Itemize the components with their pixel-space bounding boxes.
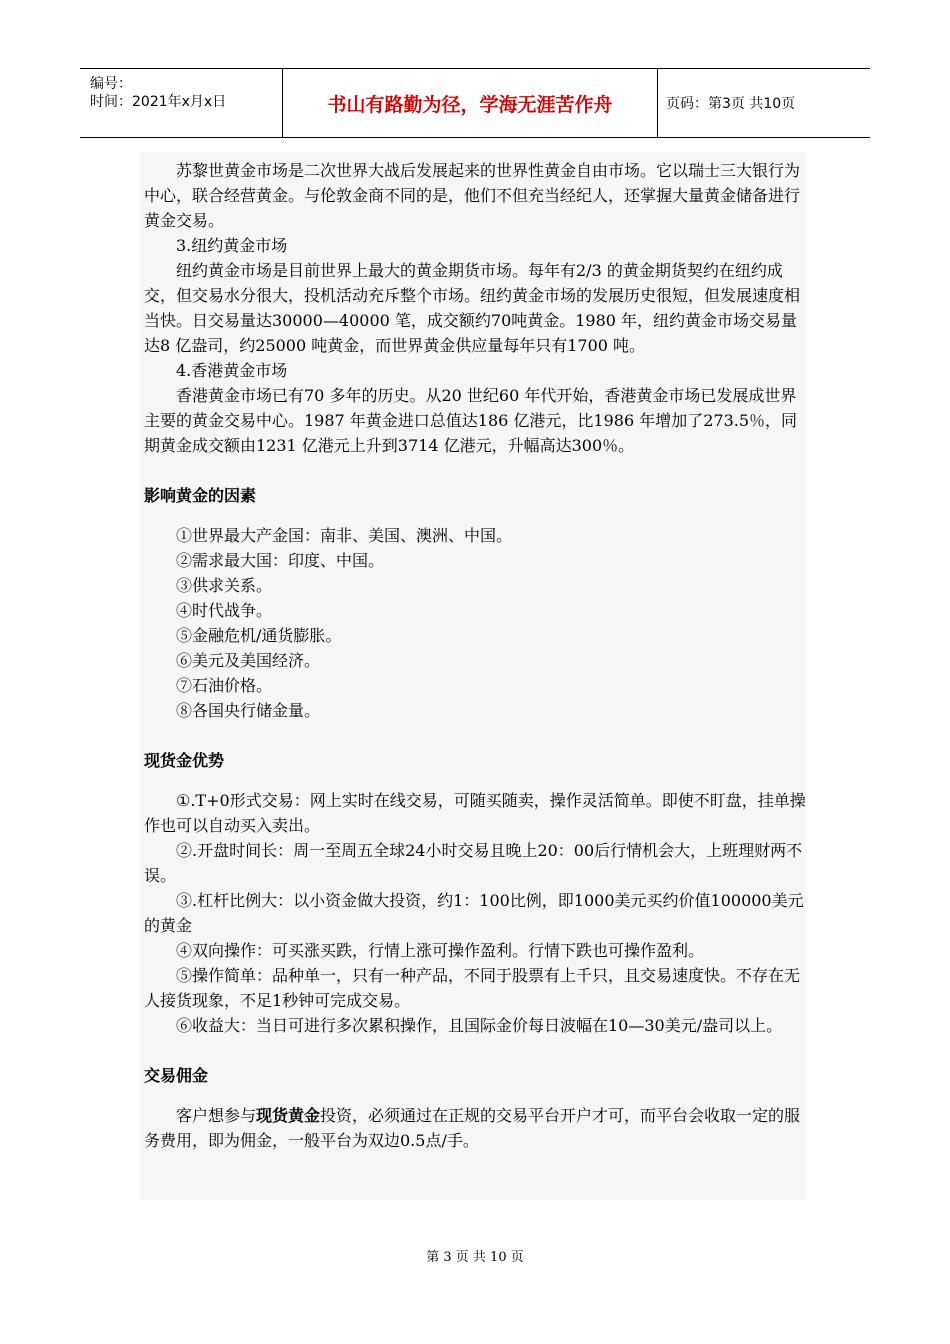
commission-text-bold: 现货黄金 xyxy=(256,1106,321,1125)
heading-hongkong: 4.香港黄金市场 xyxy=(176,361,288,380)
paragraph-zurich: 苏黎世黄金市场是二次世界大战后发展起来的世界性黄金自由市场。它以瑞士三大银行为中心，联合经营黄金。与伦敦金商不同的是，他们不但充当经纪人，还掌握大量黄金储备进行黄金交易。 xyxy=(144,161,801,230)
heading-newyork: 3.纽约黄金市场 xyxy=(176,236,288,255)
section-title-advantages: 现货金优势 xyxy=(144,751,225,770)
page-info-text: 页码：第3页 共10页 xyxy=(666,96,796,112)
header-meta xyxy=(80,69,281,137)
paragraph-hongkong: 香港黄金市场已有70 多年的历史。从20 世纪60 年代开始，香港黄金市场已发展成世界主要的黄金交易中心。1987 年黄金进口总值达186 亿港元，比1986 年增加了273.5％，同期黄金成交额由1231 亿港元上升到3714 亿港元，升幅高达300％。 xyxy=(144,386,798,455)
list-item: ⑤操作简单：品种单一，只有一种产品，不同于股票有上千只，且交易速度快。不存在无人接货现象，不足1秒钟可完成交易。 xyxy=(144,966,801,1010)
paragraph-newyork: 纽约黄金市场是目前世界上最大的黄金期货市场。每年有2/3 的黄金期货契约在纽约成交，但交易水分很大，投机活动充斥整个市场。纽约黄金市场的发展历史很短，但发展速度相当快。日交易量达30000—40000 笔，成交额约70吨黄金。1980 年，纽约黄金市场交易量达8 亿盎司，约25000 吨黄金，而世界黄金供应量每年只有1700 吨。 xyxy=(144,261,801,355)
commission-text-pre: 客户想参与 xyxy=(176,1106,257,1125)
list-item: ⑦石油价格。 xyxy=(176,676,273,695)
spacer xyxy=(144,773,810,788)
page-header xyxy=(80,68,870,138)
spacer xyxy=(144,458,810,483)
list-item: ⑧各国央行储金量。 xyxy=(176,701,321,720)
list-item: ②需求最大国：印度、中国。 xyxy=(176,551,385,570)
list-item: ⑥美元及美国经济。 xyxy=(176,651,321,670)
code-label: 编号： xyxy=(90,76,132,92)
document-body xyxy=(144,158,810,1153)
list-item: ①.T+0形式交易：网上实时在线交易，可随买随卖，操作灵活简单。即使不盯盘，挂单操作也可以自动买入卖出。 xyxy=(144,791,806,835)
time-label: 时间：2021年x月x日 xyxy=(90,94,227,110)
commission-text-post: 投资，必须通过在正规的交易平台开户才可，而平台会收取一定的服务费用，即为佣金，一般平台为双边0.5点/手。 xyxy=(144,1106,801,1150)
list-item: ⑤金融危机/通货膨胀。 xyxy=(176,626,342,645)
section-title-factors: 影响黄金的因素 xyxy=(144,486,257,505)
paragraph-commission xyxy=(144,1103,810,1153)
list-item: ④时代战争。 xyxy=(176,601,273,620)
list-item: ④双向操作：可买涨买跌，行情上涨可操作盈利。行情下跌也可操作盈利。 xyxy=(176,941,705,960)
page-footer: 第 3 页 共 10 页 xyxy=(426,1250,524,1265)
section-title-commission: 交易佣金 xyxy=(144,1066,209,1085)
header-page-info xyxy=(658,69,870,137)
spacer xyxy=(144,723,810,748)
spacer xyxy=(144,1038,810,1063)
spacer xyxy=(144,508,810,523)
list-item: ⑥收益大：当日可进行多次累积操作，且国际金价每日波幅在10—30美元/盎司以上。 xyxy=(176,1016,783,1035)
list-item: ①世界最大产金国：南非、美国、澳洲、中国。 xyxy=(176,526,513,545)
list-item: ③.杠杆比例大：以小资金做大投资，约1：100比例，即1000美元买约价值100000美元的黄金 xyxy=(144,891,804,935)
list-item: ②.开盘时间长：周一至周五全球24小时交易且晚上20：00后行情机会大，上班理财两不误。 xyxy=(144,841,803,885)
list-item: ③供求关系。 xyxy=(176,576,273,595)
spacer xyxy=(144,1088,810,1103)
header-motto: 书山有路勤为径，学海无涯苦作舟 xyxy=(282,69,658,137)
